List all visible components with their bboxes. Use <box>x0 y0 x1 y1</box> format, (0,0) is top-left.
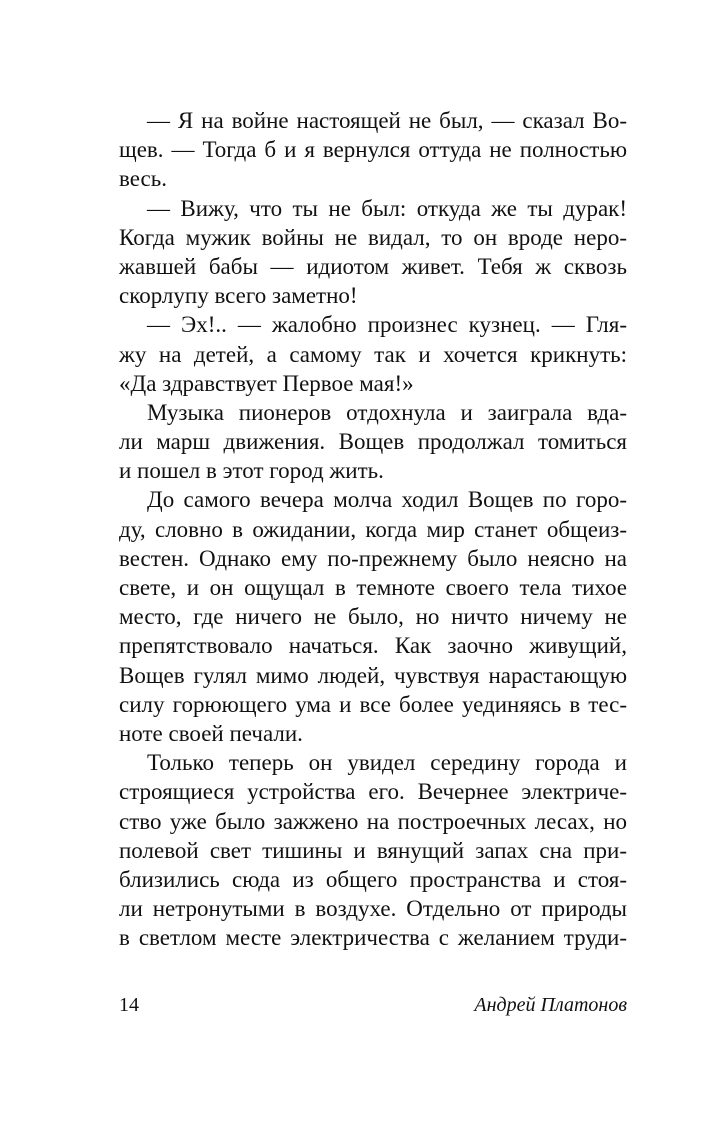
paragraph <box>119 194 627 311</box>
text-line: ноте своей печали. <box>119 720 303 746</box>
paragraph <box>119 485 627 748</box>
text-line: жу на детей, а самому так и хочется крикнуть: <box>119 341 627 367</box>
text-line: весь. <box>119 166 167 192</box>
page-footer <box>119 990 627 1020</box>
text-line: полевой свет тишины и вянущий запах сна при- <box>119 837 627 863</box>
text-line: силу горюющего ума и все более уединяясь в тес- <box>119 691 627 717</box>
text-line: «Да здравствует Первое мая!» <box>119 370 414 396</box>
text-line: — Эх!.. — жалобно произнес кузнец. — Гля- <box>147 312 627 338</box>
text-line: препятствовало начаться. Как заочно живущий, <box>119 633 627 659</box>
paragraph <box>119 748 627 952</box>
body-text <box>119 106 627 952</box>
text-line: скорлупу всего заметно! <box>119 283 358 309</box>
text-line: жавшей бабы — идиотом живет. Тебя ж сквозь <box>119 253 627 279</box>
paragraph <box>119 310 627 398</box>
text-line: место, где ничего не было, но ничто ничему не <box>119 604 627 630</box>
text-line: Музыка пионеров отдохнула и заиграла вда- <box>147 399 627 425</box>
text-line: строящиеся устройства его. Вечернее электриче- <box>119 779 627 805</box>
text-line: ли марш движения. Вощев продолжал томиться <box>119 429 627 455</box>
paragraph <box>119 398 627 486</box>
text-line: Вощев гулял мимо людей, чувствуя нарастающую <box>119 662 627 688</box>
text-line: близились сюда из общего пространства и стоя- <box>119 866 627 892</box>
text-line: ство уже было зажжено на построечных лесах, но <box>119 808 627 834</box>
text-line: Только теперь он увидел середину города и <box>147 750 627 776</box>
text-line: До самого вечера молча ходил Вощев по горо- <box>147 487 627 513</box>
paragraph <box>119 106 627 194</box>
text-line: вестен. Однако ему по-прежнему было неясно на <box>119 545 627 571</box>
page-number: 14 <box>119 994 139 1016</box>
text-line: ду, словно в ожидании, когда мир станет общеиз- <box>119 516 627 542</box>
text-line: ли нетронутыми в воздухе. Отдельно от природы <box>119 896 627 922</box>
running-author: Андрей Платонов <box>474 994 627 1016</box>
text-line: свете, и он ощущал в темноте своего тела тихое <box>119 575 627 600</box>
text-line: Когда мужик войны не видал, то он вроде неро- <box>119 224 627 250</box>
text-line: и пошел в этот город жить. <box>119 458 384 484</box>
text-line: — Вижу, что ты не был: откуда же ты дурак! <box>147 195 627 221</box>
text-line: в светлом месте электричества с желанием труди- <box>119 925 627 951</box>
text-line: щев. — Тогда б и я вернулся оттуда не полностью <box>119 137 627 163</box>
text-line: — Я на войне настоящей не был, — сказал Во- <box>147 108 627 133</box>
